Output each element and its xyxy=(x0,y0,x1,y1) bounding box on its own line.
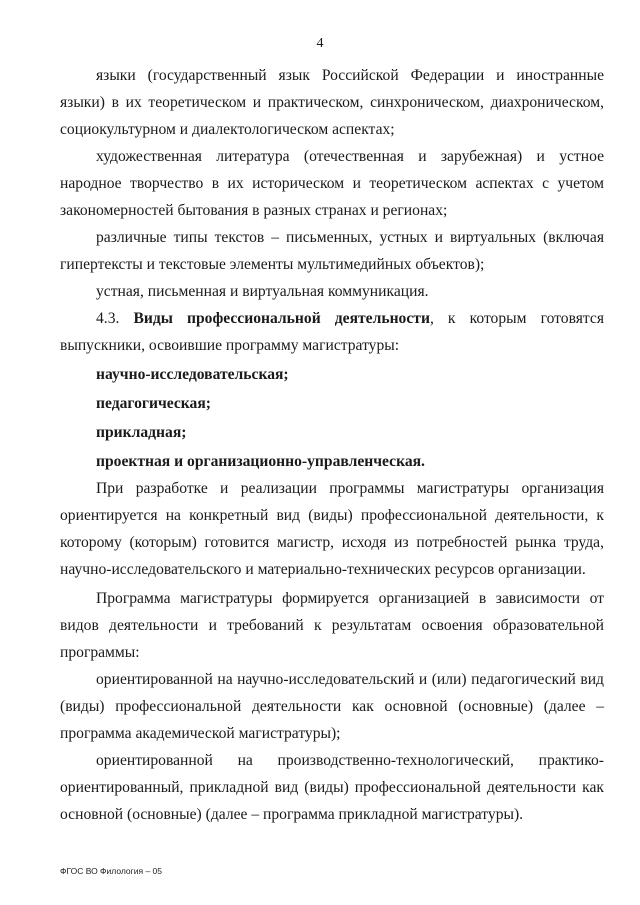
activity-pedagogical: педагогическая; xyxy=(96,395,211,412)
paragraph-languages: языки (государственный язык Российской Федерации и иностранные языки) в их теоретическом и практическом, синхроническом, диахроническом, социокультурном и диалектологическом аспектах; xyxy=(60,67,604,138)
paragraph-academic-master: ориентированной на научно-исследовательский и (или) педагогический вид (виды) профессиональной деятельности как основной (основные) (далее – программа академической магистратуры); xyxy=(60,671,604,742)
paragraph-applied-master: ориентированной на производственно-технологический, практико-ориентированный, прикладной вид (виды) профессиональной деятельности как основной (основные) (далее – программа прикладной магистратуры). xyxy=(60,752,604,823)
activity-research: научно-исследовательская; xyxy=(96,366,289,383)
paragraph-texts: различные типы текстов – письменных, устных и виртуальных (включая гипертексты и текстовые элементы мультимедийных объектов); xyxy=(60,229,604,273)
paragraph-communication: устная, письменная и виртуальная коммуникация. xyxy=(96,283,429,300)
paragraph-literature: художественная литература (отечественная и зарубежная) и устное народное творчество в их историческом и теоретическом аспектах с учетом закономерностей бытования в разных странах и регионах; xyxy=(60,148,604,219)
paragraph-program-formation: Программа магистратуры формируется организацией в зависимости от видов деятельности и требований к результатам освоения образовательной программы: xyxy=(60,590,604,661)
footer-label: ФГОС ВО Филология – 05 xyxy=(60,866,163,876)
paragraph-activity-types xyxy=(60,305,604,359)
activity-applied: прикладная; xyxy=(96,424,187,441)
section-heading-rest: , к которым готовятся выпускники, освоившие программу магистратуры: xyxy=(60,310,605,354)
activity-project-management: проектная и организационно-управленческая. xyxy=(96,453,425,470)
section-number: 4.3. xyxy=(96,310,134,327)
document-body xyxy=(60,62,604,828)
paragraph-development: При разработке и реализации программы магистратуры организация ориентируется на конкретный вид (виды) профессиональной деятельности, к которому (которым) готовится магистр, исходя из потребностей рынка труда, научно-исследовательского и материально-технических ресурсов организации. xyxy=(60,480,604,578)
page-number: 4 xyxy=(316,36,324,51)
section-heading-bold: Виды профессиональной деятельности xyxy=(133,310,430,327)
